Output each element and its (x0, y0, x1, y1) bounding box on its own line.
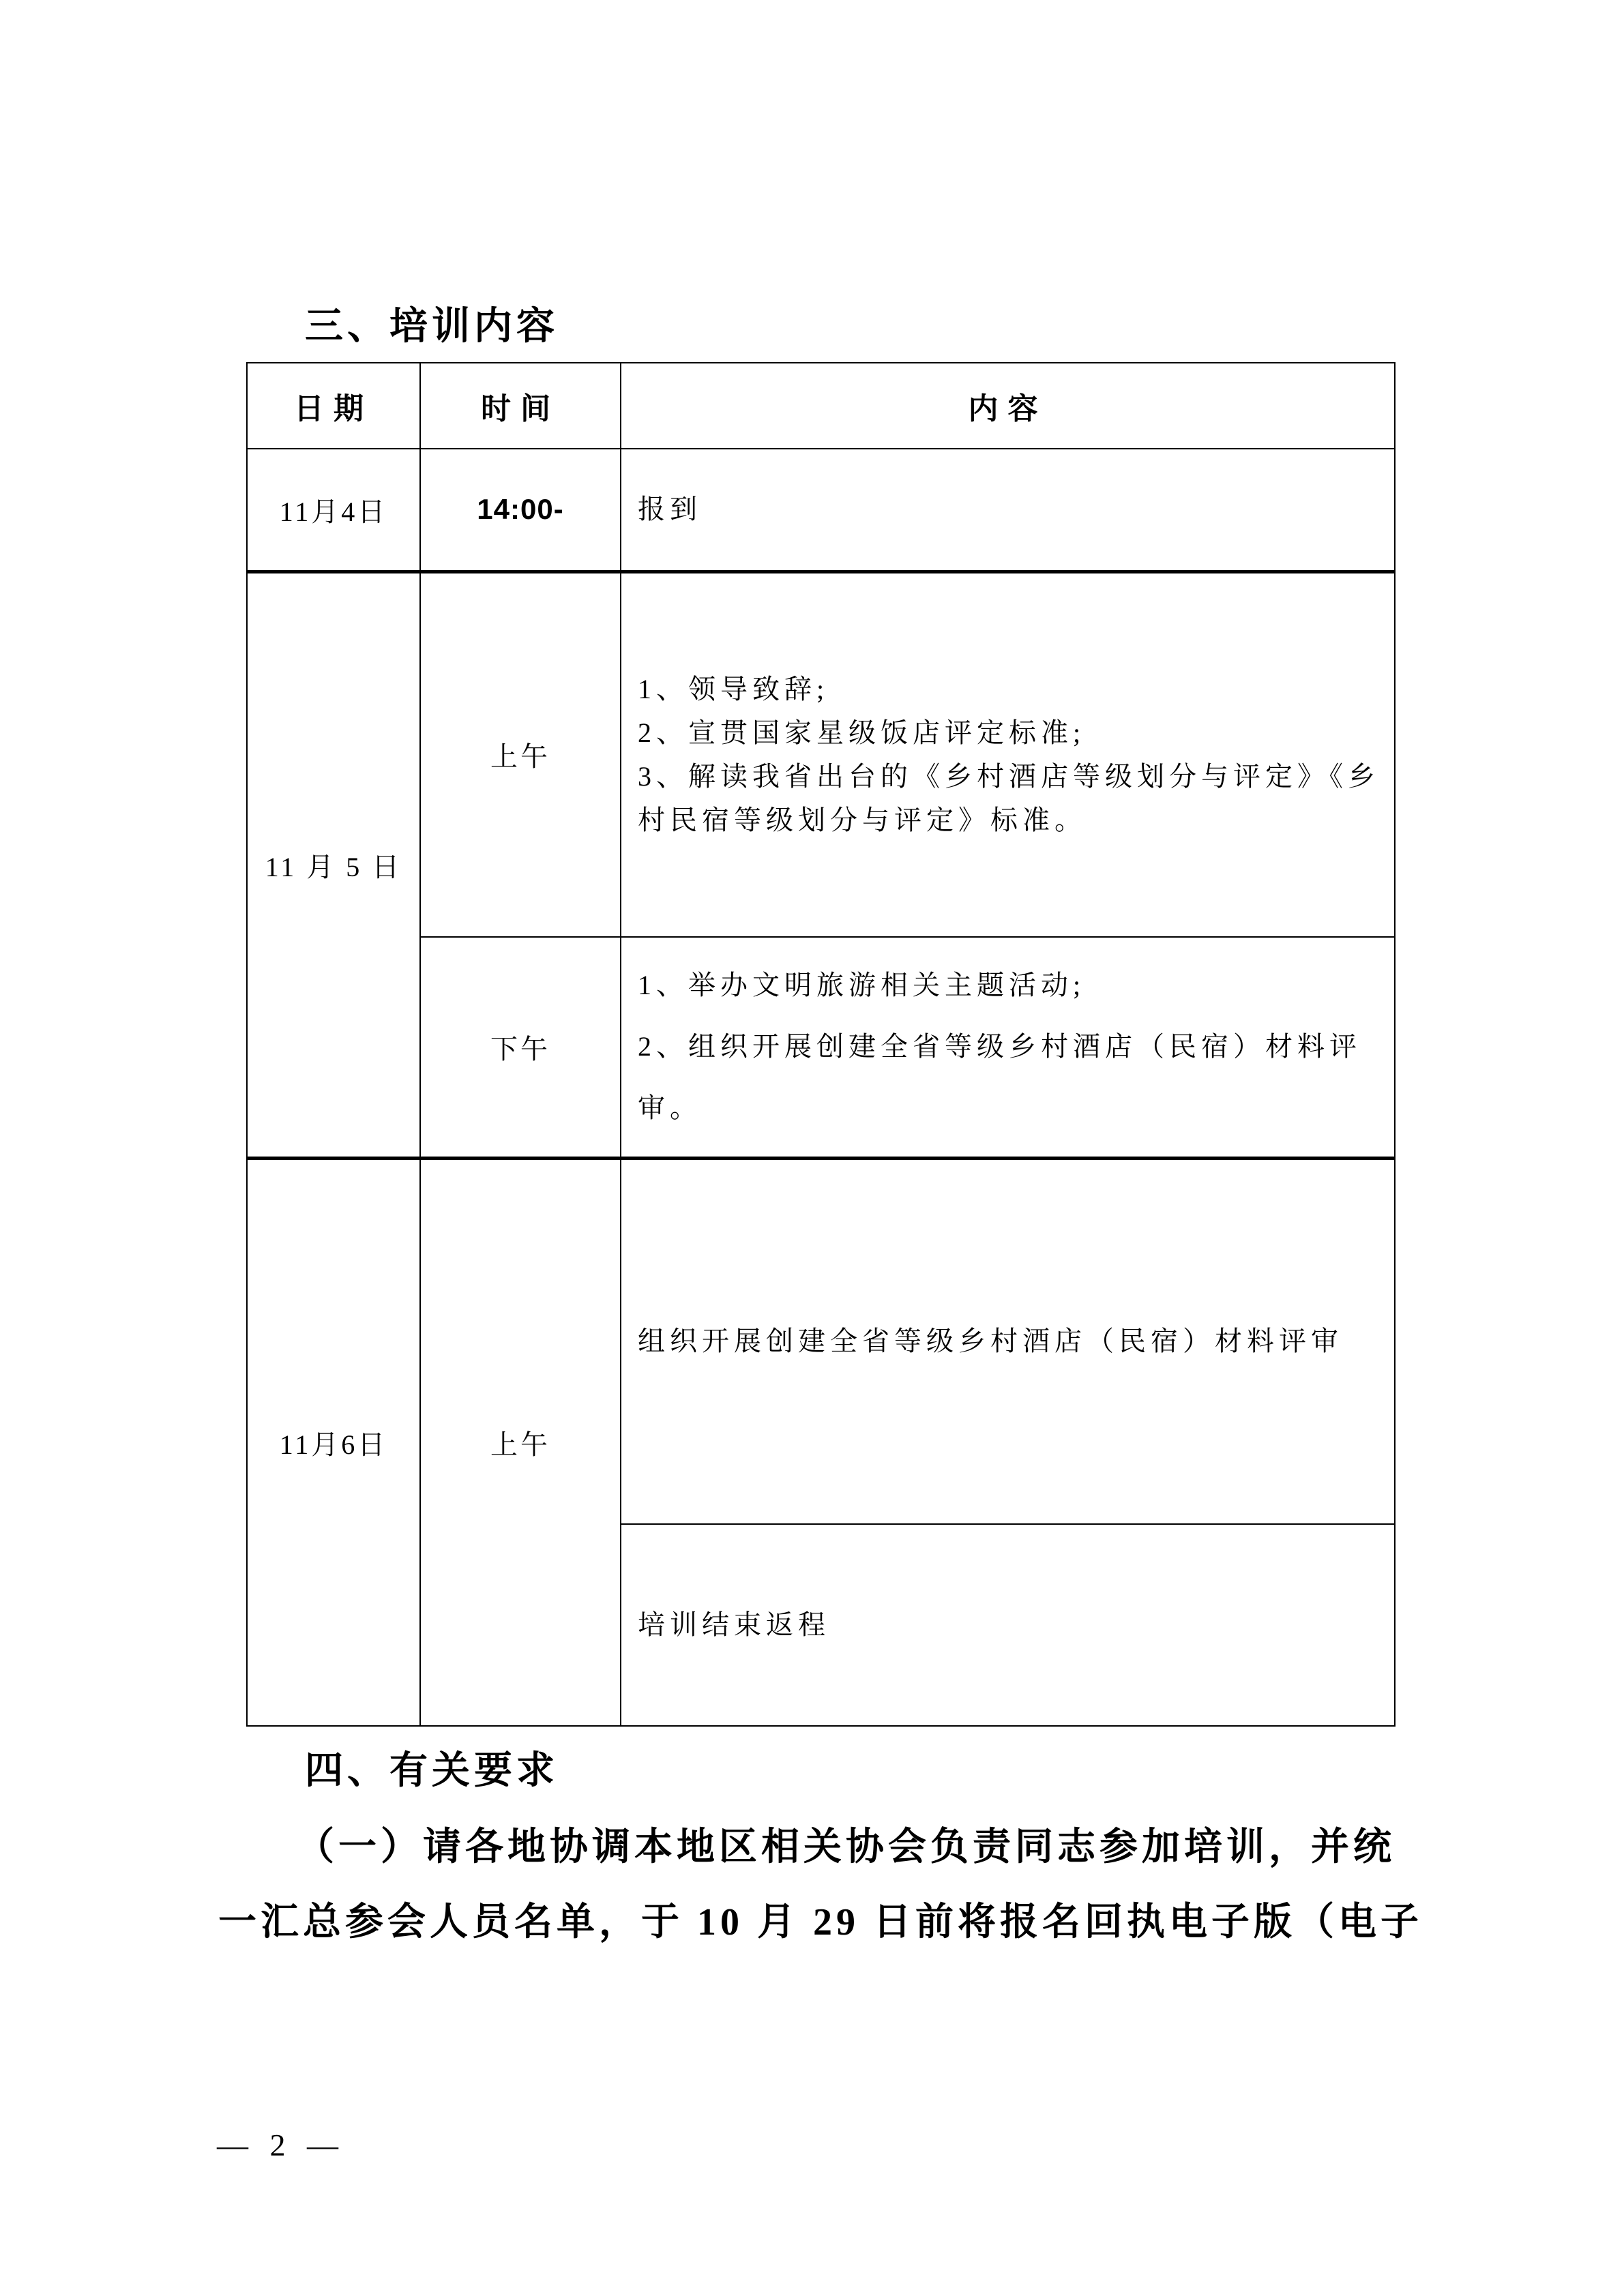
table-row-nov5-morning (247, 571, 1395, 937)
morning-agenda-line: 3、解读我省出台的《乡村酒店等级划分与评定》《乡 (638, 760, 1380, 792)
paragraph-line: 一汇总参会人员名单，于 10 月 29 日前将报名回执电子版（电子 (218, 1901, 1423, 1943)
cell-nov5-morning-time: 上午 (420, 571, 621, 937)
cell-nov5-afternoon-time: 下午 (420, 937, 621, 1158)
cell-nov4-content: 报到 (621, 449, 1395, 571)
morning-agenda-line: 2、宣贯国家星级饭店评定标准; (638, 717, 1086, 748)
cell-nov6-time: 上午 (420, 1158, 621, 1726)
table-header-row (247, 363, 1395, 449)
requirements-paragraph (218, 1810, 1426, 1960)
paragraph-line: （一）请各地协调本地区相关协会负责同志参加培训，并统 (296, 1826, 1396, 1868)
cell-nov6-morning-content: 组织开展创建全省等级乡村酒店（民宿）材料评审 (621, 1158, 1395, 1524)
training-schedule-table (246, 362, 1396, 1727)
cell-nov4-time: 14:00- (420, 449, 621, 571)
cell-nov5-morning-content (621, 571, 1395, 937)
section4-heading: 四、有关要求 (305, 1748, 559, 1791)
cell-nov6-departure-content: 培训结束返程 (621, 1524, 1395, 1726)
morning-agenda-line: 村民宿等级划分与评定》标准。 (638, 804, 1087, 835)
header-cell-content: 内容 (621, 363, 1395, 449)
afternoon-agenda-line: 审。 (638, 1092, 702, 1124)
cell-nov5-afternoon-content (621, 937, 1395, 1158)
afternoon-agenda-line: 2、组织开展创建全省等级乡村酒店（民宿）材料评 (638, 1031, 1361, 1062)
afternoon-agenda-line: 1、举办文明旅游相关主题活动; (638, 970, 1086, 1001)
cell-nov5-date: 11 月 5 日 (247, 571, 420, 1158)
table-row-nov4 (247, 449, 1395, 571)
table-row-nov6-morning (247, 1158, 1395, 1524)
header-cell-date: 日期 (247, 363, 420, 449)
cell-nov4-date: 11月4日 (247, 449, 420, 571)
cell-nov6-date: 11月6日 (247, 1158, 420, 1726)
header-cell-time: 时间 (420, 363, 621, 449)
morning-agenda-line: 1、领导致辞; (638, 673, 829, 704)
page-number: — 2 — (217, 2128, 345, 2162)
section3-heading: 三、培训内容 (305, 304, 559, 347)
